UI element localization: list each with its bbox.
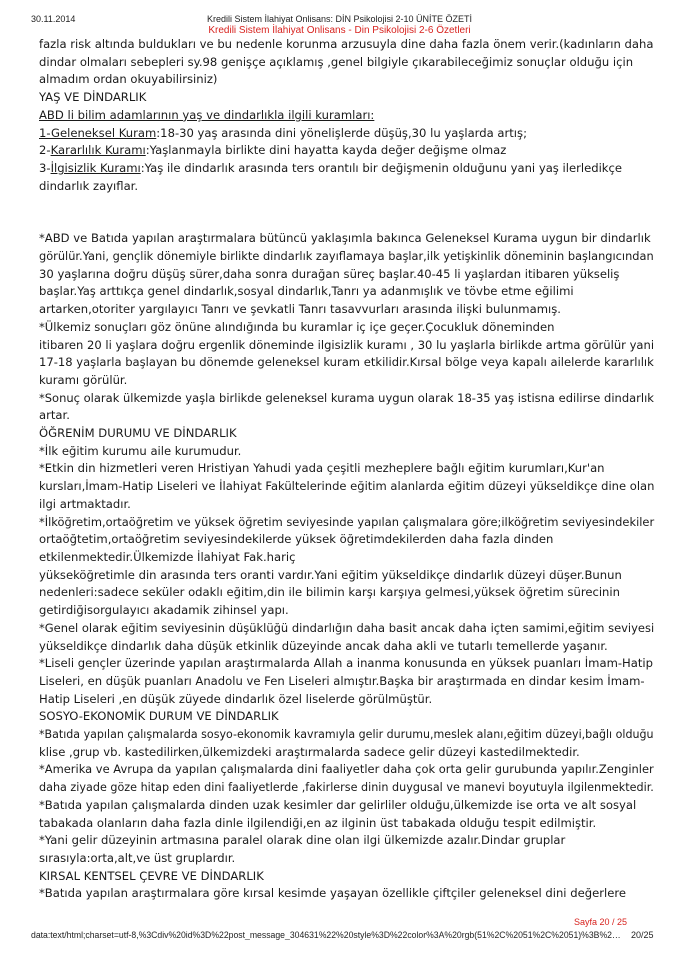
post-body xyxy=(39,36,654,903)
text-line: kuramı görülür. xyxy=(39,372,128,387)
text-line: ilgi artmaktadır. xyxy=(39,496,131,511)
text-line: başlar.Yaş arttıkça genel dindarlık,sosyal dindarlık,Tanrı ya adanmışlık ve tövbe etme eğilimi xyxy=(39,284,574,299)
text-line: itibaren 20 li yaşlara doğru ergenlik döneminde ilgisizlik kuramı , 30 lu yaşlarla birlikde artma görülür yani xyxy=(39,337,655,352)
text-line: 17-18 yaşlarla başlayan bu dönemde geleneksel kuram etkilidir.Kırsal bölge veya kapalı ailelerde kararlılık xyxy=(39,355,654,370)
text-line: ortaöğtetim,ortaöğretim seviyesindekilerde yüksek öğretimdekilerden daha fazla dinden xyxy=(39,532,554,547)
text-line: daha ziyade göze hitap eden dini faaliyetlerde ,fakirlerse dinin duygusal ve manevi boyutuyla ilgilenmektedir. xyxy=(39,780,654,795)
text-line: dindarlık zayıflar. xyxy=(39,178,139,193)
text-line: *Sonuç olarak ülkemizde yaşla birlikde geleneksel kurama uygun olarak 18-35 yaş istisna edilirse dindarlık xyxy=(39,390,654,405)
text-line: görülür.Yani, gençlik dönemiyle birlikte dindarlık zayıflamaya başlar,ilk yetişkinlik döneminin başlangıcından xyxy=(39,249,654,264)
text-line: artarken,otoriter yargılayıcı Tanrı ve şevkatli Tanrı tasavvurları arasında ilişki bulunmamış. xyxy=(39,302,561,317)
text-line: nedenleri:sadece seküler odaklı eğitim,din ile bilimin karşı karşıya gelmesi,yüksek öğretim sürecinin xyxy=(39,585,620,600)
theory-desc: :Yaşlanmayla birlikte dini hayatta kayda değer değişme olmaz xyxy=(145,143,507,158)
text-line: Liseleri, en düşük puanları Anadolu ve Fen Liseleri almıştır.Başka bir araştırmada en dindar kesim İmam- xyxy=(39,673,645,688)
text-line: getirdiğisorgulayıcı akadamik zihinsel yapı. xyxy=(39,603,289,618)
print-date: 30.11.2014 xyxy=(31,14,76,24)
theory-name-geleneksel: 1-Geleneksel Kuram xyxy=(39,125,157,140)
theory-name-kararlilik: Kararlılık Kuramı xyxy=(50,143,146,158)
text-line: *Genel olarak eğitim seviyesinin düşüklüğü dindarlığın daha basit ancak daha içten samimi,eğitim seviyesi xyxy=(39,620,655,635)
text-line: sırasıyla:orta,alt,ve üst gruplardır. xyxy=(39,850,236,865)
section-heading-sosyo: SOSYO-EKONOMİK DURUM VE DİNDARLIK xyxy=(39,709,279,724)
text-line: 30 yaşlarına doğru düşüş sürer,daha sonra durağan süreç başlar.40-45 li yaşlardan itibaren yükseliş xyxy=(39,266,620,281)
footer-url: data:text/html;charset=utf-8,%3Cdiv%20id%3D%22post_message_304631%22%20style%3D%22color%3A%20rgb(51%2C%2051%2C%2051)%3B%2… xyxy=(31,930,621,940)
text-line: etkilenmektedir.Ülkemizde İlahiyat Fak.hariç xyxy=(39,549,296,564)
text-line: Hatip Liseleri ,en düşük züyede dindarlık özel liselerde görülmüştür. xyxy=(39,691,433,706)
theory-desc: :18-30 yaş arasında dini yönelişlerde düşüş,30 lu yaşlarda artış; xyxy=(156,125,527,140)
text-line: dindar olmaları sebepleri sy.98 genişçe açıklamış ,genel bilgiyle çıkarabileceğimiz sonuçlar olduğu için xyxy=(39,54,634,69)
text-line: *Ülkemiz sonuçları göz önüne alındığında bu kuramlar iç içe geçer.Çocukluk döneminden xyxy=(39,319,555,334)
theory-desc: :Yaş ile dindarlık arasında ters orantılı bir değişmenin olduğunu yani yaş ilerledikçe xyxy=(140,160,623,175)
theory-number: 3- xyxy=(39,160,51,175)
theory-item-3 xyxy=(39,160,654,178)
page-stamp: Sayfa 20 / 25 xyxy=(574,917,628,927)
text-line: artar. xyxy=(39,408,70,423)
text-line: tabakada olanların daha fazla dinle ilgilendiği,en az ilginin üst tabakada olduğu tespit edilmiştir. xyxy=(39,815,597,830)
text-line: *İlköğretim,ortaöğretim ve yüksek öğretim seviyesinde yapılan çalışmalara göre;ilköğretim seviyesindekiler xyxy=(39,514,655,529)
text-line: *Batıda yapılan araştırmalara göre kırsal kesimde yaşayan özellikle çiftçiler geleneksel dini değerlere xyxy=(39,886,626,901)
source-banner: Kredili Sistem İlahiyat Onlisans - Din Psikolojisi 2-6 Özetleri xyxy=(208,25,471,36)
text-line: *Batıda yapılan çalışmalarda sosyo-ekonomik kavramıyla gelir durumu,meslek alanı,eğitim düzeyi,bağlı olduğu xyxy=(39,727,654,742)
text-line: *ABD ve Batıda yapılan araştırmalara bütüncü yaklaşımla bakınca Geleneksel Kurama uygun bir dindarlık xyxy=(39,231,651,246)
theory-item-1 xyxy=(39,125,654,143)
theory-number: 2- xyxy=(39,143,51,158)
text-line: yükseldikçe dindarlık daha düşük etkinlik düzeyinde ancak daha akli ve tutarlı temellerde yaşanır. xyxy=(39,638,608,653)
text-line: *Yani gelir düzeyinin artmasına paralel olarak dine olan ilgi ülkemizde azalır.Dindar gruplar xyxy=(39,833,566,848)
section-heading-yas: YAŞ VE DİNDARLIK xyxy=(39,90,147,105)
section-heading-ogrenim: ÖĞRENİM DURUMU VE DİNDARLIK xyxy=(39,426,237,441)
theory-item-2 xyxy=(39,142,654,160)
text-line: *Liseli gençler üzerinde yapılan araştırmalarda Allah a inanma konusunda en yüksek puanları İmam-Hatip xyxy=(39,656,654,671)
theories-heading: ABD li bilim adamlarının yaş ve dindarlıkla ilgili kuramları: xyxy=(39,107,375,122)
text-line: *Etkin din hizmetleri veren Hristiyan Yahudi yada çeşitli mezheplere bağlı eğitim kurumları,Kur'an xyxy=(39,461,605,476)
text-line: *İlk eğitim kurumu aile kurumudur. xyxy=(39,443,242,458)
text-line: *Amerika ve Avrupa da yapılan çalışmalarda dini faaliyetler daha çok orta gelir gurubunda yapılır.Zenginler xyxy=(39,762,654,777)
footer-page-number: 20/25 xyxy=(631,930,654,940)
document-title: Kredili Sistem İlahiyat Onlisans: DİN Psikolojisi 2-10 ÜNİTE ÖZETİ xyxy=(206,14,473,24)
section-heading-kirsal: KIRSAL KENTSEL ÇEVRE VE DİNDARLIK xyxy=(39,868,264,883)
text-line: fazla risk altında buldukları ve bu nedenle korunma arzusuyla dine daha fazla önem verir.(kadınların daha xyxy=(39,37,654,51)
paragraph-gap xyxy=(39,195,654,230)
text-line: almadım ordan okuyabilirsiniz) xyxy=(39,72,218,87)
text-line: kursları,İmam-Hatip Liseleri ve İlahiyat Fakültelerinde eğitim alanlarda eğitim düzeyi yükseldikçe dine olan xyxy=(39,479,655,494)
theory-name-ilgisizlik: İlgisizlik Kuramı xyxy=(50,160,141,175)
text-line: yükseköğretimle din arasında ters oranti vardır.Yani eğitim yükseldikçe dindarlık düzeyi düşer.Bunun xyxy=(39,567,622,582)
text-line: klise ,grup vb. kastedilirken,ülkemizdeki araştırmalarda sadece gelir düzeyi kastedilmektedir. xyxy=(39,744,580,759)
text-line: *Batıda yapılan çalışmalarda dinden uzak kesimler dar gelirliler olduğu,ülkemizde ise orta ve alt sosyal xyxy=(39,797,637,812)
